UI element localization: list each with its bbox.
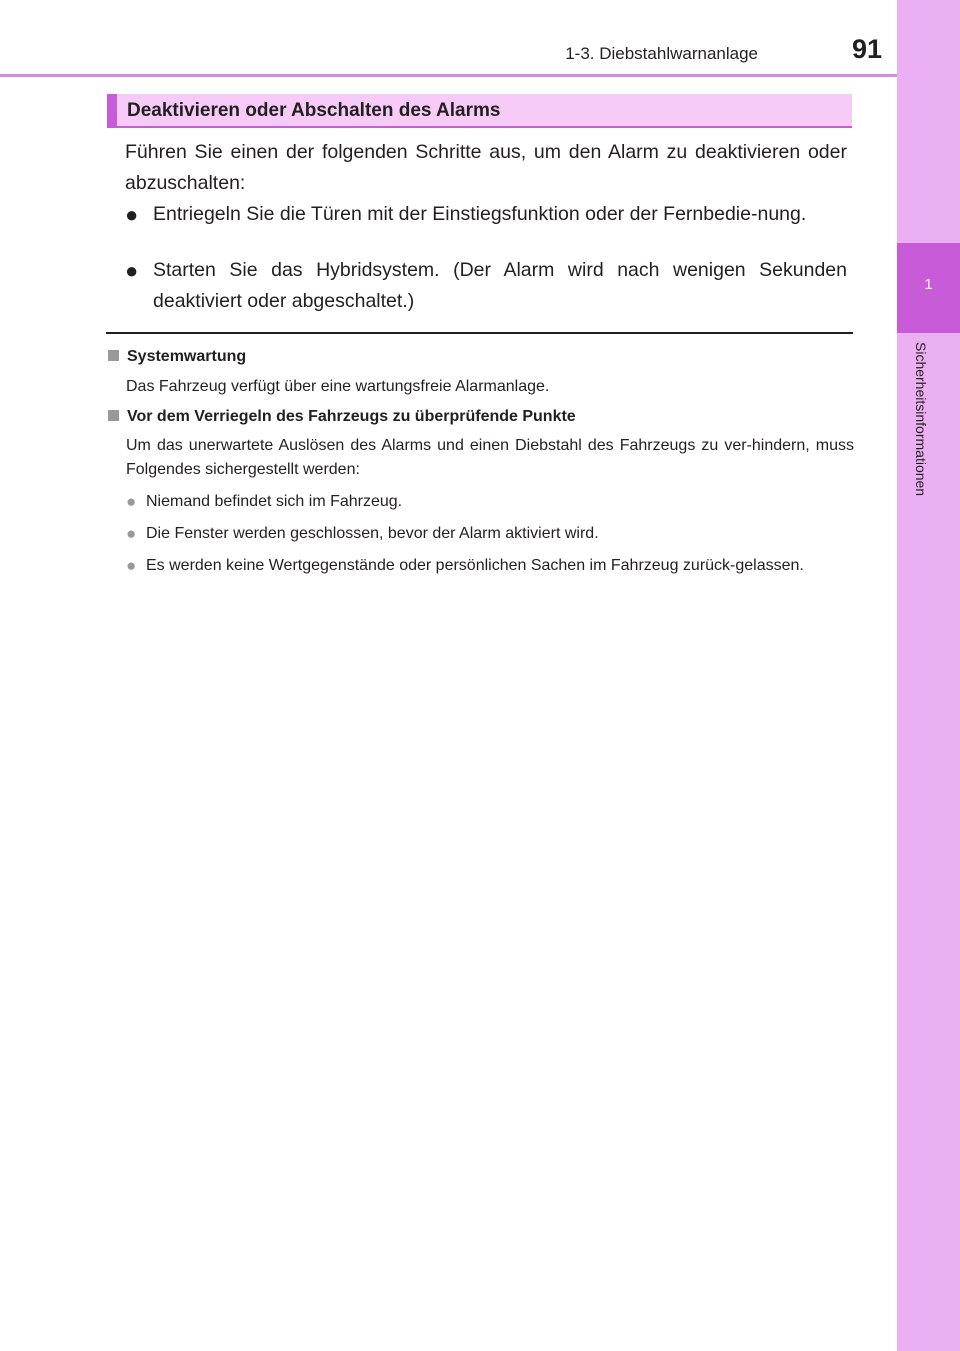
- note-heading-text: Vor dem Verriegeln des Fahrzeugs zu überprüfende Punkte: [127, 408, 576, 425]
- list-item-text: Niemand befindet sich im Fahrzeug.: [146, 493, 403, 510]
- intro-paragraph: Führen Sie einen der folgenden Schritte aus, um den Alarm zu deaktivieren oder abzuschalten:: [125, 141, 847, 194]
- page-number: 91: [851, 34, 882, 64]
- note-body: Das Fahrzeug verfügt über eine wartungsfreie Alarmanlage.: [126, 378, 550, 395]
- section-title: Deaktivieren oder Abschalten des Alarms: [127, 100, 501, 121]
- section-accent-bar: [107, 94, 117, 126]
- note-body: Um das unerwartete Auslösen des Alarms und einen Diebstahl des Fahrzeugs zu ver-hindern, muss Folgendes sichergestellt werden:: [126, 437, 854, 478]
- list-item-text: Starten Sie das Hybridsystem. (Der Alarm wird nach wenigen Sekunden deaktiviert oder abgeschaltet.): [153, 259, 847, 312]
- bullet-dot-icon: ●: [125, 202, 139, 227]
- section-heading: [107, 94, 852, 126]
- side-tab-label: Sicherheitsinformationen: [913, 342, 929, 497]
- list-item-text: Die Fenster werden geschlossen, bevor der Alarm aktiviert wird.: [146, 525, 599, 542]
- bullet-dot-icon: ●: [126, 524, 137, 543]
- list-item-text: Entriegeln Sie die Türen mit der Einstiegsfunktion oder der Fernbedie-nung.: [153, 203, 807, 225]
- section-underline: [107, 126, 852, 128]
- square-bullet-icon: [108, 350, 119, 361]
- chapter-title: 1-3. Diebstahlwarnanlage: [565, 44, 758, 63]
- bullet-dot-icon: ●: [126, 492, 137, 511]
- list-item-text: Es werden keine Wertgegenstände oder persönlichen Sachen im Fahrzeug zurück-gelassen.: [146, 557, 804, 574]
- side-tab: [897, 0, 960, 1351]
- header-rule: [0, 74, 897, 77]
- side-tab-number: 1: [924, 276, 933, 293]
- note-heading-text: Systemwartung: [127, 348, 247, 365]
- note-heading: [108, 408, 576, 426]
- bullet-dot-icon: ●: [125, 258, 139, 283]
- divider: [106, 332, 853, 334]
- square-bullet-icon: [108, 410, 119, 421]
- bullet-dot-icon: ●: [126, 556, 137, 575]
- note-heading: [108, 348, 246, 366]
